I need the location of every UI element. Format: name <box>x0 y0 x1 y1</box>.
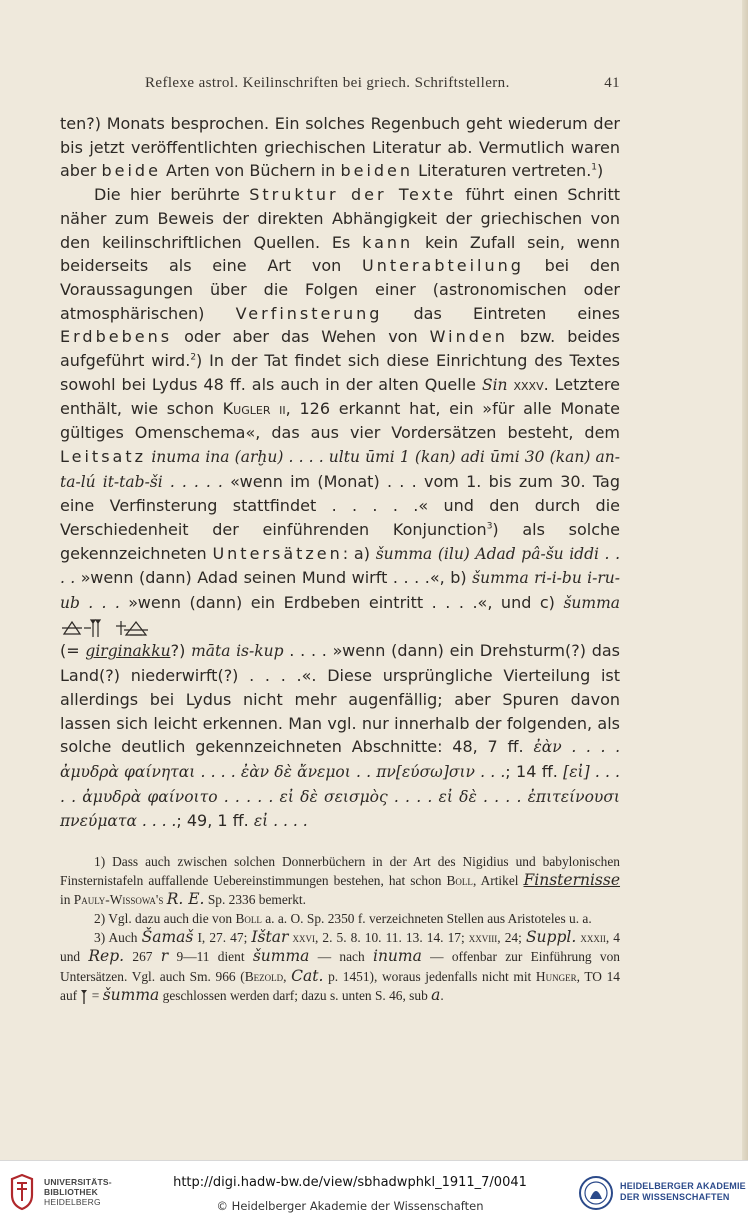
text-run: in <box>60 892 74 908</box>
text-run: , <box>283 968 292 984</box>
text-run: Arten von Büchern in <box>160 161 341 181</box>
smallcaps-run: xxxv <box>513 374 544 394</box>
italic-run: šumma (ilu) Adad pâ-šu iddi . . . . <box>60 544 620 588</box>
running-title: Reflexe astrol. Keilinschriften bei griech. Schriftstellern. <box>145 75 510 91</box>
greek-run: εἰ . . . . <box>253 812 308 831</box>
italic-run: Rep. <box>88 947 125 966</box>
footnote-1 <box>60 852 620 909</box>
text-run: 2) Vgl. dazu auch die von <box>94 911 236 927</box>
smallcaps-run: Kugler <box>222 399 271 419</box>
page-number: 41 <box>604 75 620 91</box>
italic-run: Ištar <box>251 928 289 947</box>
smallcaps-run: Hunger <box>535 968 577 984</box>
text-run: (= <box>60 641 86 661</box>
text-run: . Letztere enthält, wie schon <box>60 374 620 419</box>
footnotes <box>60 852 620 1005</box>
italic-run: šumma ri-i-bu i-ru-ub . . . <box>60 569 620 613</box>
italic-run: māta is-kup <box>191 642 284 661</box>
text-run: ?) <box>170 641 192 661</box>
text-run: — offenbar zur Einführung von Untersätzen. Vgl. auch Sm. 966 ( <box>60 949 621 984</box>
text-run: p. 1451), woraus jedenfalls nicht mit <box>323 968 536 984</box>
smallcaps-run: Boll <box>446 873 473 889</box>
text-run: Sp. 2336 bemerkt. <box>204 892 307 908</box>
italic-run: r <box>160 947 169 966</box>
italic-run: šumma <box>102 985 160 1004</box>
text-run: oder aber das Wehen von <box>172 327 430 347</box>
spaced-word: Verfinsterung <box>235 303 383 323</box>
academy-seal-logo-icon <box>578 1175 614 1211</box>
italic-run: Finsternisse <box>523 871 621 890</box>
page-edge <box>742 0 748 1160</box>
text-run: , 2. 5. 8. 10. 11. 13. 14. 17; <box>314 930 469 946</box>
text-run: ) <box>597 161 604 181</box>
italic-run: girginakku <box>85 642 171 661</box>
italic-run: inuma <box>372 947 422 966</box>
spaced-word: kann <box>362 232 414 252</box>
italic-run: Cat. <box>291 966 324 985</box>
spaced-word: beide <box>101 161 161 181</box>
italic-run: Suppl. <box>525 928 577 947</box>
text-run: 1) Dass auch zwischen solchen Donnerbüchern in der Art des Nigidius und babylonischen Finsternistafeln auffallende Uebereinstimmungen bestehen, hat schon <box>60 854 620 889</box>
logo-text-line: DER WISSENSCHAFTEN <box>620 1192 730 1202</box>
text-run: bzw. beides aufgeführt wird. <box>60 327 620 371</box>
italic-run: šumma <box>252 947 310 966</box>
smallcaps-run: xxviii <box>468 930 498 946</box>
text-run: kein Zufall sein, wenn beiderseits als eine Art von <box>60 232 620 276</box>
smallcaps-run: ii <box>279 399 286 419</box>
footnote-2 <box>60 909 620 928</box>
text-run: , 24; <box>497 930 526 946</box>
text-run: bei den Voraussagungen über die Folgen einer (astronomischen oder atmosphärischen) <box>60 256 620 323</box>
footnote-ref: 3 <box>486 521 493 532</box>
smallcaps-run: xxvi <box>292 930 315 946</box>
text-run: I, 27. 47; <box>193 930 252 946</box>
running-head <box>145 75 620 92</box>
paragraph-2 <box>60 183 620 834</box>
text-run: = <box>88 987 103 1003</box>
logo-text-line: HEIDELBERG <box>44 1197 101 1207</box>
text-run: ) In der Tat findet sich diese Einrichtung des Textes sowohl bei Lydus 48 ff. als auch in der alten Quelle <box>60 351 621 394</box>
text-run: Die hier berührte <box>94 185 250 205</box>
cuneiform-signs-icon <box>60 617 152 639</box>
text-run: »wenn (dann) ein Erdbeben eintritt . . . .«, und c) <box>119 593 564 613</box>
text-run: 9—11 dient <box>168 949 253 965</box>
text-run: , Artikel <box>472 873 524 889</box>
viewer-footer <box>0 1160 748 1225</box>
text-run: 3) Auch <box>94 930 142 946</box>
italic-run: Sin <box>481 375 508 394</box>
text-run: , TO 14 auf <box>60 968 620 1003</box>
smallcaps-run: xxxii <box>580 930 606 946</box>
footnote-ref: 2 <box>190 352 197 363</box>
spaced-word: Erdbebens <box>60 327 173 347</box>
spaced-word: Winden <box>429 327 508 347</box>
text-run: Literaturen vertreten. <box>413 161 592 181</box>
text-run: ) als solche gekennzeichneten <box>60 519 620 563</box>
academy-name <box>620 1181 746 1203</box>
italic-run: R. E. <box>166 890 205 909</box>
text-run: »wenn (dann) Adad seinen Mund wirft . . . .«, b) <box>75 568 473 588</box>
text-run: ; 49, 1 ff. <box>176 811 254 831</box>
text-run: führt einen Schritt näher zum Beweis der direkten Abhängigkeit der griechischen von den keilinschriftlichen Quellen. Es <box>60 185 620 252</box>
text-run: 267 <box>124 949 161 965</box>
italic-run: inuma ina (arḫu) . . . . ultu ūmi 1 (kan) adi ūmi 30 (kan) an-ta-lú it-tab-ši . . . . . <box>60 447 620 491</box>
smallcaps-run: Boll <box>235 911 262 927</box>
text-run: das Eintreten eines <box>382 303 620 323</box>
spaced-word: beiden <box>340 161 414 181</box>
italic-run: a <box>431 985 441 1004</box>
spaced-word: Untersätzen <box>212 543 343 563</box>
smallcaps-run: Pauly-Wissowa's <box>73 892 164 908</box>
text-run: ten?) Monats besprochen. Ein solches Regenbuch geht wiederum der bis jetzt veröffentlichten griechischen Literatur ab. Vermutlich waren aber <box>60 114 620 181</box>
text-run: ; 14 ff. <box>505 761 564 781</box>
text-run: : a) <box>342 543 376 563</box>
italic-run: šumma <box>563 594 621 613</box>
text-run: «wenn im (Monat) . . . vom 1. bis zum 30. Tag eine Verfinsterung stattfindet . . . . .« und den durch die Verschiedenheit der einführenden Konjunction <box>60 471 620 539</box>
spaced-word: Unterabteilung <box>361 256 524 276</box>
smallcaps-run: Bezold <box>244 968 284 984</box>
university-library-logo-icon <box>8 1173 38 1211</box>
footnote-ref: 1 <box>591 163 598 174</box>
spaced-word: Struktur der Texte <box>249 185 457 205</box>
copyright-notice: © Heidelberger Akademie der Wissenschaften <box>216 1199 484 1213</box>
text-run: , 126 erkannt hat, ein »für alle Monate gültiges Omenschema«, das aus vier Vordersätzen besteht, dem <box>60 399 620 443</box>
text-run: . <box>440 987 444 1003</box>
footnote-3 <box>60 928 620 1004</box>
university-library-name <box>44 1177 112 1207</box>
text-run: , 4 und <box>60 930 621 965</box>
greek-run: [εἰ] . . . . . ἀμυδρὰ φαίνοιτο . . . . . εἰ δὲ σεισμὸς . . . . εἰ δὲ . . . . ἐπιτείνουσι πνεύματα . . . . <box>60 762 620 831</box>
main-text <box>60 112 620 834</box>
text-run <box>270 399 279 418</box>
logo-text-line: UNIVERSITÄTS- <box>44 1177 112 1187</box>
paragraph-1 <box>60 112 620 183</box>
permalink-url[interactable]: http://digi.hadw-bw.de/view/sbhadwphkl_1911_7/0041 <box>173 1175 527 1190</box>
text-run: — nach <box>309 949 373 965</box>
greek-run: ἐὰν . . . . ἀμυδρὰ φαίνηται . . . . ἐὰν δὲ ἄνεμοι . . πν[εύσω]σιν . . . <box>60 738 621 781</box>
spaced-word: Leitsatz <box>60 446 147 466</box>
italic-run: Šamaš <box>141 928 194 947</box>
logo-text-line: HEIDELBERGER AKADEMIE <box>620 1181 746 1191</box>
text-run: geschlossen werden darf; dazu s. unten S. 46, sub <box>159 987 432 1003</box>
text-run: . . . . »wenn (dann) ein Drehsturm(?) das Land(?) niederwirft(?) . . . .«. Diese ursprüngliche Vierteilung ist allerdings bei Lydus nicht mehr augenfällig; aber Spuren davon lassen sich leicht erkennen. Man vgl. nur innerhalb der folgenden, als solche deutlich gekennzeichneten Abschnitte: 48, 7 ff. <box>60 641 620 757</box>
logo-text-line: BIBLIOTHEK <box>44 1187 98 1197</box>
text-run: a. a. O. Sp. 2350 f. verzeichneten Stellen aus Aristoteles u. a. <box>261 911 592 927</box>
